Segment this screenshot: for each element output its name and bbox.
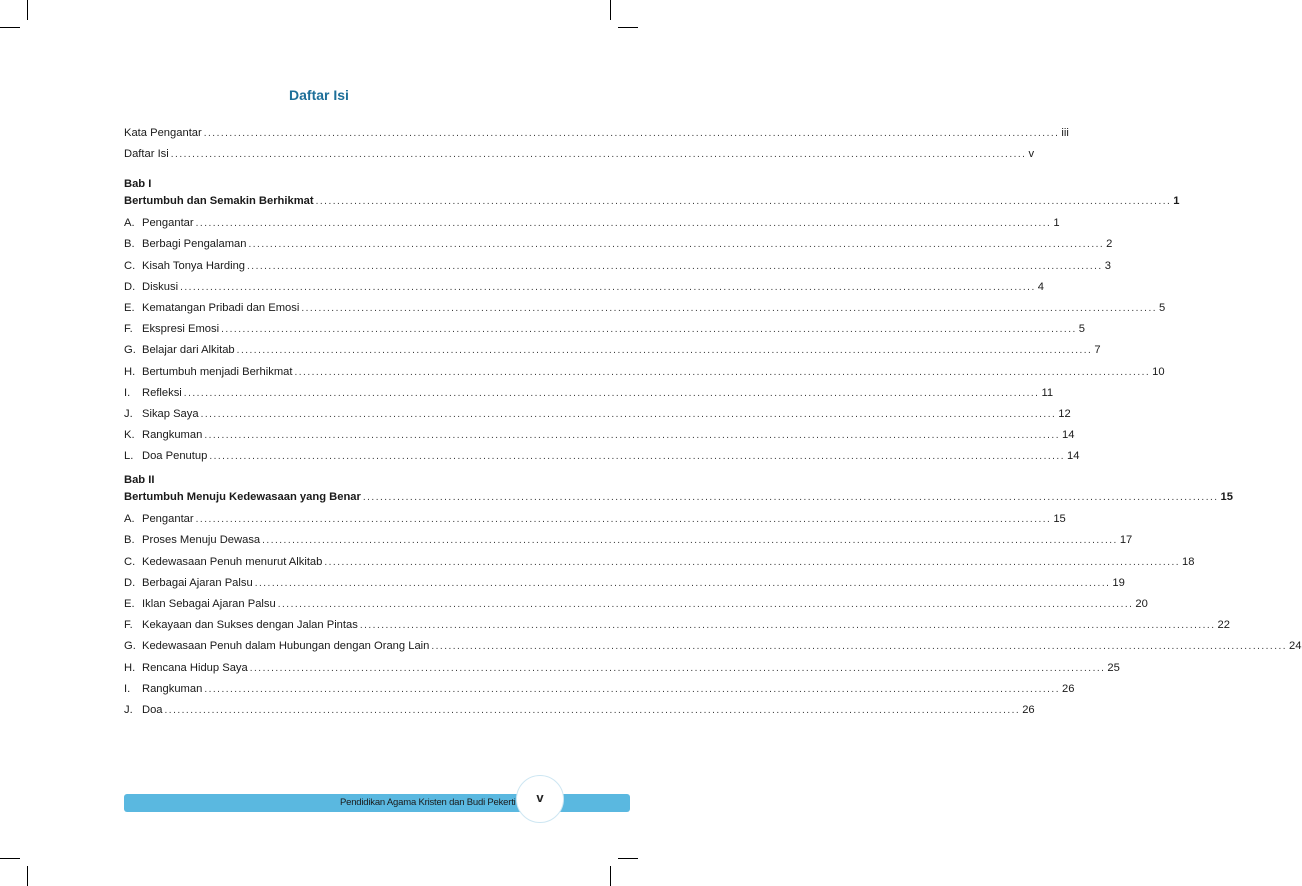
entry-page: 12 bbox=[1058, 408, 1071, 420]
entry-title: Bertumbuh Menuju Kedewasaan yang Benar bbox=[124, 491, 361, 503]
entry-page: 15 bbox=[1220, 491, 1233, 503]
item-letter: B. bbox=[124, 238, 135, 251]
dot-leader: ........................................................................................................................................................................................................ bbox=[315, 196, 1172, 207]
toc-item bbox=[124, 680, 1075, 696]
toc-item bbox=[124, 553, 1195, 569]
entry-title: Kedewasaan Penuh menurut Alkitab bbox=[142, 555, 323, 568]
crop-mark bbox=[27, 0, 28, 20]
toc-item bbox=[124, 574, 1125, 590]
entry-title: Belajar dari Alkitab bbox=[142, 344, 235, 357]
dot-leader: ........................................................................................................................................................................................................ bbox=[236, 345, 1093, 357]
entry-page: 19 bbox=[1112, 576, 1125, 589]
entry-title: Doa bbox=[142, 704, 163, 716]
item-letter: J. bbox=[124, 408, 133, 420]
entry-page: 15 bbox=[1053, 513, 1066, 526]
page-title: Daftar Isi bbox=[289, 87, 349, 103]
item-letter: A. bbox=[124, 513, 135, 526]
entry-title: Bertumbuh dan Semakin Berhikmat bbox=[124, 195, 314, 207]
toc-item bbox=[124, 531, 1133, 547]
entry-title: Refleksi bbox=[142, 386, 182, 399]
chapter-label: Bab I bbox=[124, 178, 152, 190]
dot-leader: ........................................................................................................................................................................................................ bbox=[324, 556, 1181, 568]
toc-item bbox=[124, 595, 1148, 611]
entry-page: 5 bbox=[1159, 302, 1166, 314]
item-letter: K. bbox=[124, 429, 135, 442]
footer-book-title: Pendidikan Agama Kristen dan Budi Pekerti bbox=[340, 797, 516, 808]
toc-item bbox=[124, 701, 1035, 717]
entry-title: Pengantar bbox=[142, 513, 194, 526]
entry-page: 10 bbox=[1152, 365, 1165, 378]
toc-item bbox=[124, 659, 1120, 675]
entry-page: 14 bbox=[1062, 429, 1075, 442]
dot-leader: ........................................................................................................................................................................................................ bbox=[359, 620, 1216, 632]
toc-item bbox=[124, 257, 1111, 273]
item-letter: I. bbox=[124, 386, 131, 399]
dot-leader: ........................................................................................................................................................................................................ bbox=[221, 324, 1077, 336]
entry-page: 4 bbox=[1037, 280, 1044, 293]
toc-item bbox=[124, 405, 1071, 421]
entry-title: Daftar Isi bbox=[124, 148, 169, 161]
entry-page: iii bbox=[1061, 127, 1069, 139]
entry-page: 17 bbox=[1119, 534, 1133, 547]
entry-title: Berbagai Ajaran Palsu bbox=[142, 576, 253, 589]
chapter-label: Bab II bbox=[124, 474, 155, 486]
item-letter: A. bbox=[124, 217, 135, 230]
entry-page: 18 bbox=[1182, 555, 1195, 568]
crop-mark bbox=[610, 866, 611, 886]
entry-title: Ekspresi Emosi bbox=[142, 323, 220, 336]
crop-mark bbox=[618, 858, 638, 859]
dot-leader: ........................................................................................................................................................................................................ bbox=[195, 514, 1052, 526]
entry-title: Proses Menuju Dewasa bbox=[142, 534, 261, 547]
entry-page: 1 bbox=[1053, 217, 1060, 230]
toc-item bbox=[124, 384, 1054, 400]
entry-page: 26 bbox=[1062, 682, 1075, 695]
toc-front-entry bbox=[124, 124, 1069, 140]
toc-item bbox=[124, 637, 1302, 653]
entry-title: Kisah Tonya Harding bbox=[142, 259, 246, 272]
toc-item bbox=[124, 341, 1101, 357]
dot-leader: ........................................................................................................................................................................................................ bbox=[164, 705, 1021, 716]
item-letter: D. bbox=[124, 280, 136, 293]
crop-mark bbox=[27, 866, 28, 886]
item-letter: F. bbox=[124, 619, 133, 632]
toc-item bbox=[124, 426, 1075, 442]
dot-leader: ........................................................................................................................................................................................................ bbox=[209, 451, 1065, 463]
dot-leader: ........................................................................................................................................................................................................ bbox=[195, 218, 1052, 230]
dot-leader: ........................................................................................................................................................................................................ bbox=[249, 662, 1106, 674]
dot-leader: ........................................................................................................................................................................................................ bbox=[204, 683, 1060, 695]
entry-title: Kata Pengantar bbox=[124, 127, 202, 139]
dot-leader: ........................................................................................................................................................................................................ bbox=[362, 492, 1219, 503]
entry-title: Iklan Sebagai Ajaran Palsu bbox=[142, 598, 276, 610]
entry-title: Pengantar bbox=[142, 217, 194, 230]
crop-mark bbox=[618, 27, 638, 28]
dot-leader: ........................................................................................................................................................................................................ bbox=[301, 303, 1158, 314]
dot-leader: ........................................................................................................................................................................................................ bbox=[204, 430, 1060, 442]
toc-item bbox=[124, 214, 1060, 230]
crop-mark bbox=[610, 0, 611, 20]
entry-page: 24 bbox=[1289, 640, 1302, 653]
item-letter: B. bbox=[124, 534, 135, 547]
entry-page: 26 bbox=[1022, 704, 1035, 716]
dot-leader: ........................................................................................................................................................................................................ bbox=[248, 239, 1105, 251]
entry-page: 3 bbox=[1104, 259, 1111, 272]
entry-page: 11 bbox=[1041, 386, 1054, 399]
dot-leader: ........................................................................................................................................................................................................ bbox=[183, 387, 1040, 399]
toc-item bbox=[124, 363, 1165, 379]
toc-item bbox=[124, 616, 1230, 632]
entry-title: Rangkuman bbox=[142, 429, 203, 442]
toc-item bbox=[124, 299, 1166, 315]
dot-leader: ........................................................................................................................................................................................................ bbox=[170, 149, 1027, 161]
entry-page: 25 bbox=[1107, 661, 1120, 674]
dot-leader: ........................................................................................................................................................................................................ bbox=[254, 577, 1111, 589]
entry-title: Kematangan Pribadi dan Emosi bbox=[142, 302, 300, 314]
item-letter: E. bbox=[124, 302, 135, 314]
item-letter: L. bbox=[124, 450, 134, 463]
item-letter: J. bbox=[124, 704, 133, 716]
entry-page: 2 bbox=[1106, 238, 1113, 251]
dot-leader: ........................................................................................................................................................................................................ bbox=[294, 366, 1151, 378]
item-letter: G. bbox=[124, 640, 136, 653]
entry-page: 1 bbox=[1173, 195, 1180, 207]
chapter-heading bbox=[124, 192, 1180, 208]
entry-title: Kekayaan dan Sukses dengan Jalan Pintas bbox=[142, 619, 358, 632]
dot-leader: ........................................................................................................................................................................................................ bbox=[431, 641, 1288, 653]
item-letter: H. bbox=[124, 365, 136, 378]
dot-leader: ........................................................................................................................................................................................................ bbox=[200, 409, 1057, 420]
entry-title: Rencana Hidup Saya bbox=[142, 661, 248, 674]
dot-leader: ........................................................................................................................................................................................................ bbox=[277, 599, 1134, 610]
chapter-heading bbox=[124, 488, 1233, 504]
item-letter: H. bbox=[124, 661, 136, 674]
toc-item bbox=[124, 235, 1113, 251]
entry-title: Doa Penutup bbox=[142, 450, 208, 463]
entry-page: 22 bbox=[1217, 619, 1230, 632]
entry-page: 20 bbox=[1135, 598, 1148, 610]
entry-page: v bbox=[1028, 148, 1035, 161]
item-letter: D. bbox=[124, 576, 136, 589]
entry-page: 14 bbox=[1066, 450, 1080, 463]
item-letter: G. bbox=[124, 344, 136, 357]
crop-mark bbox=[0, 27, 20, 28]
dot-leader: ........................................................................................................................................................................................................ bbox=[180, 281, 1036, 293]
entry-title: Berbagi Pengalaman bbox=[142, 238, 247, 251]
entry-title: Bertumbuh menjadi Berhikmat bbox=[142, 365, 293, 378]
toc-item bbox=[124, 278, 1044, 294]
crop-mark bbox=[0, 858, 20, 859]
item-letter: E. bbox=[124, 598, 135, 610]
page-number: v bbox=[536, 790, 544, 805]
entry-title: Sikap Saya bbox=[142, 408, 199, 420]
entry-title: Rangkuman bbox=[142, 682, 203, 695]
entry-page: 5 bbox=[1078, 323, 1085, 336]
item-letter: F. bbox=[124, 323, 133, 336]
item-letter: C. bbox=[124, 555, 136, 568]
dot-leader: ........................................................................................................................................................................................................ bbox=[203, 128, 1060, 139]
entry-title: Kedewasaan Penuh dalam Hubungan dengan Orang Lain bbox=[142, 640, 430, 653]
item-letter: I. bbox=[124, 682, 131, 695]
toc-item bbox=[124, 320, 1085, 336]
toc-front-entry bbox=[124, 145, 1035, 161]
dot-leader: ........................................................................................................................................................................................................ bbox=[262, 535, 1118, 547]
entry-page: 7 bbox=[1094, 344, 1101, 357]
dot-leader: ........................................................................................................................................................................................................ bbox=[247, 260, 1103, 272]
entry-title: Diskusi bbox=[142, 280, 179, 293]
item-letter: C. bbox=[124, 259, 136, 272]
toc-item bbox=[124, 447, 1080, 463]
toc-item bbox=[124, 510, 1066, 526]
